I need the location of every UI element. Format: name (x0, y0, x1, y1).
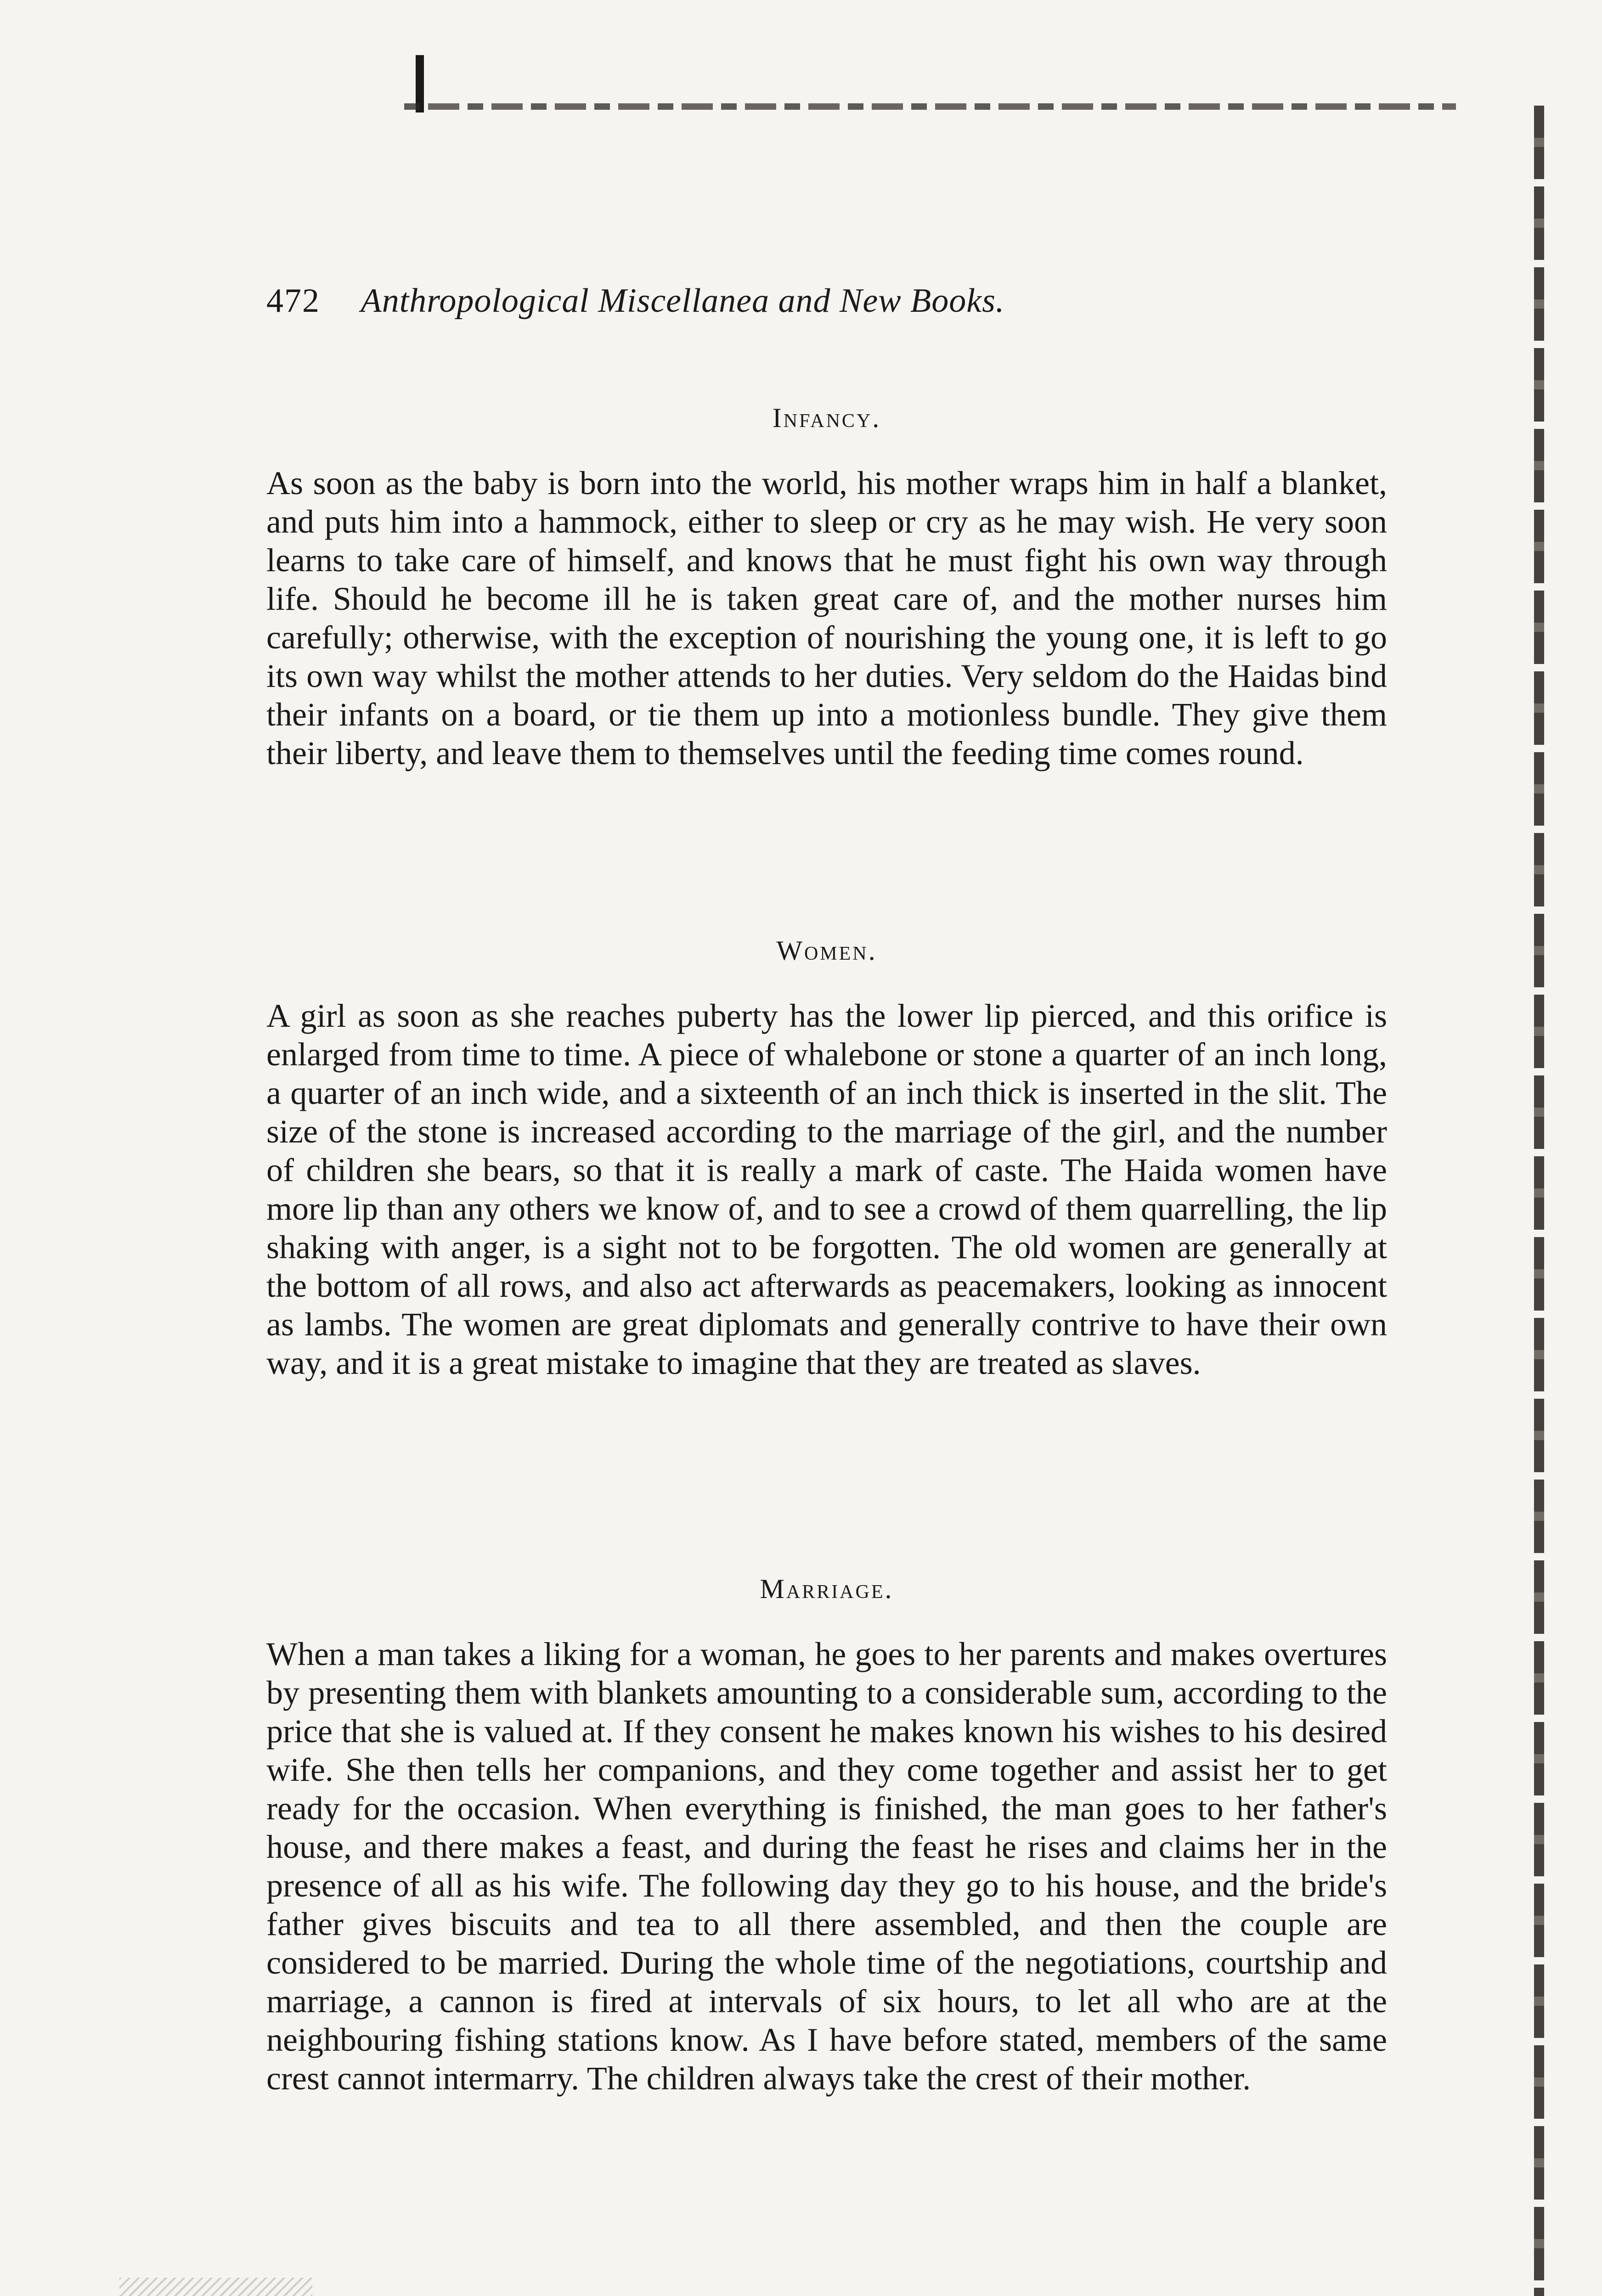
section-body-infancy (266, 464, 1387, 772)
scan-noise (119, 2278, 312, 2296)
section-heading-infancy: Infancy. (772, 403, 881, 433)
running-head (266, 273, 1369, 328)
page-number: 472 (266, 282, 320, 320)
paragraph: A girl as soon as she reaches puberty has the lower lip pierced, and this orifice is enlarged from time to time. A piece of whalebone or stone a quarter of an inch long, a quarter of an inch wide, and a sixteenth of an inch thick is inserted in the slit. The size of the stone is increased according to the marriage of the girl, and the number of children she bears, so that it is really a mark of caste. The Haida women have more lip than any others we know of, and to see a crowd of them quarrelling, the lip shaking with anger, is a sight not to be forgotten. The old women are generally at the bottom of all rows, and also act afterwards as peacemakers, looking as innocent as lambs. The women are great diplomats and generally contrive to have their own way, and it is a great mistake to imagine that they are treated as slaves. (266, 997, 1387, 1381)
section-body-marriage (266, 1635, 1387, 2098)
section-body-women (266, 996, 1387, 1382)
running-head-title: Anthropological Miscellanea and New Books. (361, 282, 1005, 320)
scan-top-rule (404, 103, 1456, 110)
section-heading-marriage: Marriage. (760, 1574, 894, 1604)
paragraph: As soon as the baby is born into the world, his mother wraps him in half a blanket, and puts him into a hammock, either to sleep or cry as he may wish. He very soon learns to take care of himself, and knows that he must fight his own way through life. Should he become ill he is taken great care of, and the mother nurses him carefully; otherwise, with the exception of nourishing the young one, it is left to go its own way whilst the mother attends to her duties. Very seldom do the Haidas bind their infants on a board, or tie them up into a motionless bundle. They give them their liberty, and leave them to themselves until the feeding time comes round. (266, 465, 1387, 771)
scan-right-edge (1534, 106, 1544, 2296)
paragraph: When a man takes a liking for a woman, he goes to her parents and makes overtures by presenting them with blankets amounting to a considerable sum, according to the price that she is valued at. If they consent he makes known his wishes to his desired wife. She then tells her companions, and they come together and assist her to get ready for the occasion. When everything is finished, the man goes to her father's house, and there makes a feast, and during the feast he rises and claims her in the presence of all as his wife. The following day they go to his house, and the bride's father gives biscuits and tea to all there assembled, and then the couple are considered to be married. During the whole time of the negotiations, courtship and marriage, a cannon is fired at intervals of six hours, to let all who are at the neighbouring fishing stations know. As I have before stated, members of the same crest cannot intermarry. The children always take the crest of their mother. (266, 1636, 1387, 2097)
section-heading-women: Women. (776, 935, 877, 966)
